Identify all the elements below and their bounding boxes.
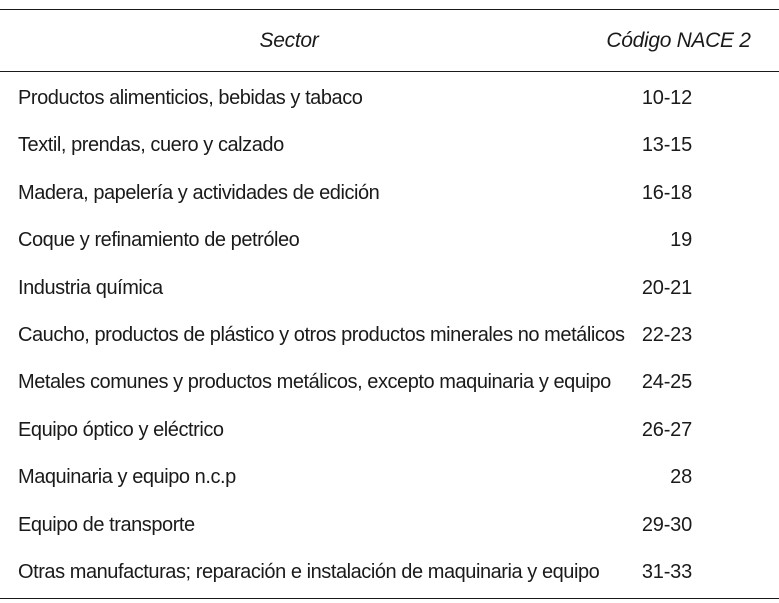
table-row — [0, 455, 779, 502]
row-code: 29-30 — [641, 513, 692, 536]
table-body — [0, 76, 779, 597]
row-code: 24-25 — [641, 371, 692, 394]
header-code: Código NACE 2 — [606, 29, 751, 52]
table-row — [0, 408, 779, 455]
table-header-rule — [0, 71, 779, 72]
row-code: 16-18 — [641, 181, 692, 204]
row-sector: Maquinaria y equipo n.c.p — [18, 466, 236, 489]
row-code: 13-15 — [641, 134, 692, 157]
row-code: 19 — [670, 229, 692, 252]
row-sector: Metales comunes y productos metálicos, excepto maquinaria y equipo — [18, 371, 611, 394]
row-code: 28 — [670, 466, 692, 489]
row-sector: Caucho, productos de plástico y otros productos minerales no metálicos — [18, 323, 625, 346]
table-row — [0, 313, 779, 360]
table-row — [0, 171, 779, 218]
table-row — [0, 503, 779, 550]
table-row — [0, 550, 779, 597]
header-sector: Sector — [259, 29, 319, 52]
table-row — [0, 218, 779, 265]
row-sector: Equipo de transporte — [18, 513, 195, 536]
row-sector: Otras manufacturas; reparación e instalación de maquinaria y equipo — [18, 560, 600, 583]
row-code: 31-33 — [641, 560, 692, 583]
row-sector: Madera, papelería y actividades de edición — [18, 181, 380, 204]
row-sector: Industria química — [18, 276, 163, 299]
table-row — [0, 76, 779, 123]
row-sector: Coque y refinamiento de petróleo — [18, 229, 300, 252]
row-code: 26-27 — [641, 418, 692, 441]
table-row — [0, 123, 779, 170]
row-code: 20-21 — [641, 276, 692, 299]
row-sector: Textil, prendas, cuero y calzado — [18, 134, 284, 157]
table-row — [0, 266, 779, 313]
row-code: 22-23 — [641, 323, 692, 346]
row-code: 10-12 — [641, 87, 692, 109]
row-sector: Equipo óptico y eléctrico — [18, 418, 224, 441]
table-bottom-rule — [0, 598, 779, 599]
row-sector: Productos alimenticios, bebidas y tabaco — [18, 87, 363, 109]
table-header — [0, 9, 779, 71]
table-row — [0, 360, 779, 407]
